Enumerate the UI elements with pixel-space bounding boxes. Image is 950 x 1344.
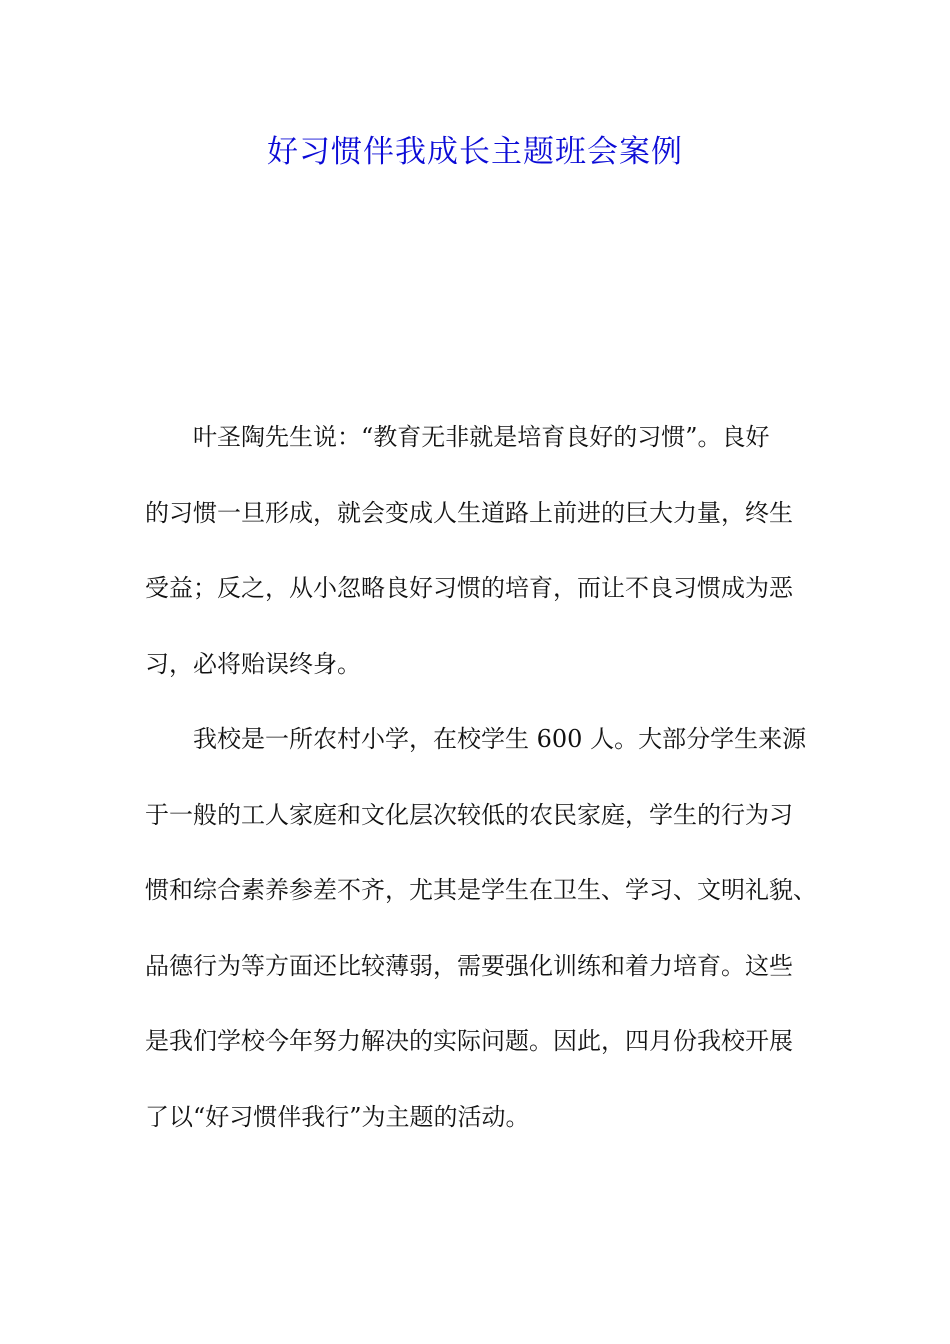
paragraph-line: 的习惯一旦形成，就会变成人生道路上前进的巨大力量，终生 bbox=[145, 498, 793, 527]
paragraph-line: 我校是一所农村小学，在校学生 600 人。大部分学生来源 bbox=[193, 725, 807, 753]
paragraph-line: 品德行为等方面还比较薄弱，需要强化训练和着力培育。这些 bbox=[145, 951, 793, 980]
document-title: 好习惯伴我成长主题班会案例 bbox=[267, 134, 683, 170]
paragraph-line: 于一般的工人家庭和文化层次较低的农民家庭，学生的行为习 bbox=[145, 800, 793, 829]
paragraph-line: 惯和综合素养参差不齐，尤其是学生在卫生、学习、文明礼貌、 bbox=[145, 876, 817, 904]
paragraph-line: 叶圣陶先生说：“教育无非就是培育良好的习惯”。良好 bbox=[193, 423, 770, 451]
paragraph-line: 受益；反之，从小忽略良好习惯的培育，而让不良习惯成为恶 bbox=[145, 574, 793, 602]
document-body bbox=[145, 412, 835, 1167]
paragraph-2 bbox=[145, 714, 835, 1167]
paragraph-1 bbox=[145, 412, 835, 714]
paragraph-line: 是我们学校今年努力解决的实际问题。因此，四月份我校开展 bbox=[145, 1027, 793, 1055]
paragraph-line: 了以“好习惯伴我行”为主题的活动。 bbox=[145, 1102, 530, 1131]
paragraph-line: 习，必将贻误终身。 bbox=[145, 649, 361, 678]
